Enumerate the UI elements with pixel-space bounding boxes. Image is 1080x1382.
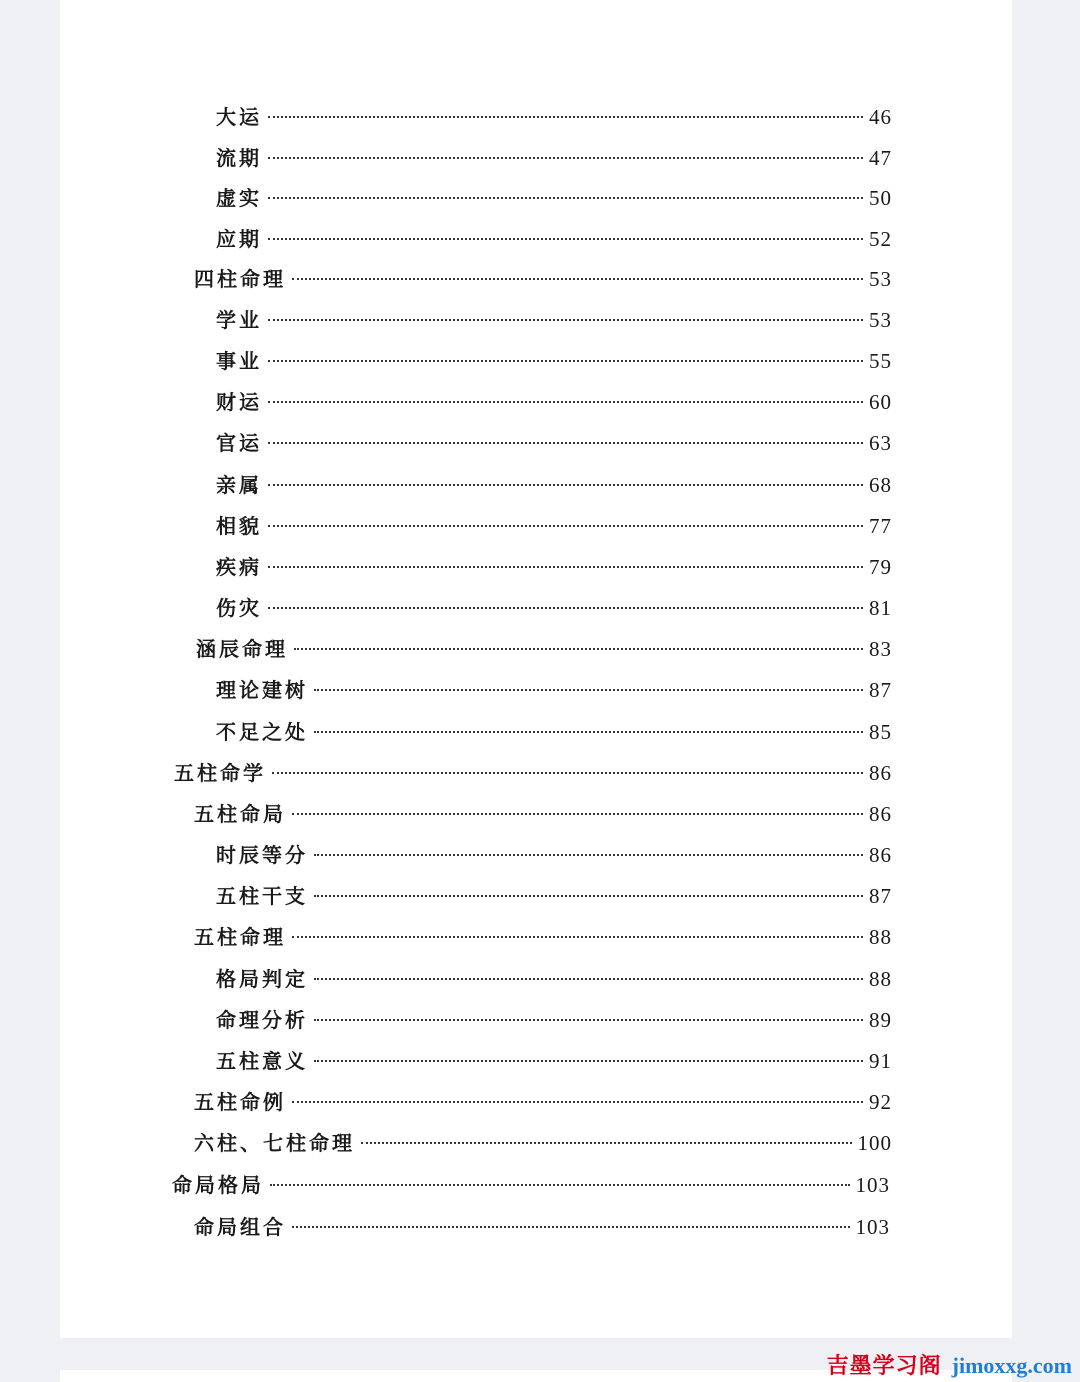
toc-entry[interactable] — [216, 100, 892, 134]
toc-entry[interactable] — [216, 879, 892, 913]
toc-entry-title: 五柱干支 — [216, 884, 308, 908]
toc-entry[interactable] — [216, 550, 892, 584]
toc-entry-page: 47 — [869, 146, 892, 170]
toc-entry-page: 87 — [869, 678, 892, 702]
toc-entry[interactable] — [216, 141, 892, 175]
toc-entry-title: 五柱命学 — [174, 761, 266, 785]
toc-entry-page: 86 — [869, 843, 892, 867]
toc-entry-title: 命局组合 — [194, 1215, 286, 1239]
toc-entry-page: 68 — [869, 473, 892, 497]
watermark-url: jimoxxg.com — [951, 1353, 1072, 1378]
toc-entry-title: 学业 — [216, 308, 262, 332]
toc-entry-title: 虚实 — [216, 186, 262, 210]
toc-entry[interactable] — [216, 385, 892, 419]
toc-entry-title: 流期 — [216, 146, 262, 170]
toc-entry-title: 亲属 — [216, 473, 262, 497]
dot-leader — [292, 1226, 850, 1228]
toc-entry[interactable] — [216, 715, 892, 749]
toc-entry-title: 命理分析 — [216, 1008, 308, 1032]
toc-entry[interactable] — [194, 1210, 890, 1244]
dot-leader — [314, 978, 863, 980]
toc-entry[interactable] — [194, 1126, 892, 1160]
dot-leader — [314, 1060, 863, 1062]
site-watermark[interactable] — [827, 1349, 1072, 1380]
toc-entry-title: 五柱意义 — [216, 1049, 308, 1073]
toc-entry-title: 四柱命理 — [194, 267, 286, 291]
toc-entry-page: 55 — [869, 349, 892, 373]
dot-leader — [314, 895, 863, 897]
dot-leader — [314, 689, 863, 691]
toc-entry[interactable] — [194, 262, 892, 296]
toc-entry-title: 官运 — [216, 431, 262, 455]
dot-leader — [314, 1019, 863, 1021]
toc-entry-page: 92 — [869, 1090, 892, 1114]
toc-entry[interactable] — [216, 673, 892, 707]
toc-entry-title: 不足之处 — [216, 720, 308, 744]
dot-leader — [270, 1184, 850, 1186]
toc-entry-title: 伤灾 — [216, 596, 262, 620]
dot-leader — [292, 936, 863, 938]
dot-leader — [272, 772, 863, 774]
toc-entry[interactable] — [194, 920, 892, 954]
toc-entry[interactable] — [174, 756, 892, 790]
toc-entry-title: 六柱、七柱命理 — [194, 1131, 355, 1155]
toc-entry-page: 87 — [869, 884, 892, 908]
toc-entry[interactable] — [216, 468, 892, 502]
toc-entry-page: 86 — [869, 761, 892, 785]
toc-entry-page: 86 — [869, 802, 892, 826]
dot-leader — [268, 360, 863, 362]
toc-entry-page: 50 — [869, 186, 892, 210]
dot-leader — [292, 1101, 863, 1103]
dot-leader — [294, 648, 863, 650]
toc-entry-title: 格局判定 — [216, 967, 308, 991]
toc-entry[interactable] — [172, 1168, 890, 1202]
dot-leader — [292, 813, 863, 815]
toc-entry-page: 91 — [869, 1049, 892, 1073]
toc-entry[interactable] — [216, 344, 892, 378]
dot-leader — [314, 854, 863, 856]
toc-entry-page: 103 — [855, 1173, 890, 1197]
dot-leader — [268, 607, 863, 609]
dot-leader — [268, 116, 863, 118]
toc-entry-page: 60 — [869, 390, 892, 414]
dot-leader — [268, 525, 863, 527]
watermark-brand-name: 吉墨学习阁 — [826, 1354, 942, 1379]
toc-entry-page: 79 — [869, 555, 892, 579]
toc-entry-page: 53 — [869, 267, 892, 291]
toc-entry-page: 89 — [869, 1008, 892, 1032]
toc-entry-page: 63 — [869, 431, 892, 455]
toc-entry[interactable] — [216, 181, 892, 215]
document-page — [60, 0, 1012, 1338]
toc-entry-page: 85 — [869, 720, 892, 744]
toc-entry-title: 大运 — [216, 105, 262, 129]
toc-entry-title: 应期 — [216, 227, 262, 251]
toc-entry-page: 46 — [869, 105, 892, 129]
toc-entry[interactable] — [216, 303, 892, 337]
dot-leader — [268, 197, 863, 199]
dot-leader — [268, 157, 863, 159]
toc-entry[interactable] — [216, 838, 892, 872]
toc-entry-title: 五柱命例 — [194, 1090, 286, 1114]
dot-leader — [292, 278, 863, 280]
toc-entry-title: 时辰等分 — [216, 843, 308, 867]
dot-leader — [268, 319, 863, 321]
toc-entry-title: 疾病 — [216, 555, 262, 579]
toc-entry[interactable] — [216, 591, 892, 625]
dot-leader — [361, 1142, 852, 1144]
toc-entry-page: 53 — [869, 308, 892, 332]
toc-entry-page: 52 — [869, 227, 892, 251]
toc-entry[interactable] — [216, 509, 892, 543]
dot-leader — [314, 731, 863, 733]
toc-entry-page: 103 — [855, 1215, 890, 1239]
toc-entry-title: 理论建树 — [216, 678, 308, 702]
toc-entry[interactable] — [216, 962, 892, 996]
toc-entry-title: 财运 — [216, 390, 262, 414]
toc-entry-page: 83 — [869, 637, 892, 661]
toc-entry-page: 81 — [869, 596, 892, 620]
toc-entry[interactable] — [216, 426, 892, 460]
dot-leader — [268, 238, 863, 240]
toc-entry-page: 100 — [857, 1131, 892, 1155]
toc-entry-title: 五柱命理 — [194, 925, 286, 949]
toc-entry[interactable] — [194, 1085, 892, 1119]
toc-entry[interactable] — [216, 222, 892, 256]
toc-entry-page: 77 — [869, 514, 892, 538]
dot-leader — [268, 484, 863, 486]
dot-leader — [268, 442, 863, 444]
dot-leader — [268, 566, 863, 568]
toc-entry[interactable] — [216, 1003, 892, 1037]
toc-entry-page: 88 — [869, 967, 892, 991]
toc-entry-title: 五柱命局 — [194, 802, 286, 826]
toc-entry[interactable] — [216, 1044, 892, 1078]
toc-entry-page: 88 — [869, 925, 892, 949]
toc-entry-title: 命局格局 — [172, 1173, 264, 1197]
toc-entry[interactable] — [196, 632, 892, 666]
toc-entry[interactable] — [194, 797, 892, 831]
toc-entry-title: 事业 — [216, 349, 262, 373]
toc-entry-title: 涵辰命理 — [196, 637, 288, 661]
dot-leader — [268, 401, 863, 403]
toc-entry-title: 相貌 — [216, 514, 262, 538]
